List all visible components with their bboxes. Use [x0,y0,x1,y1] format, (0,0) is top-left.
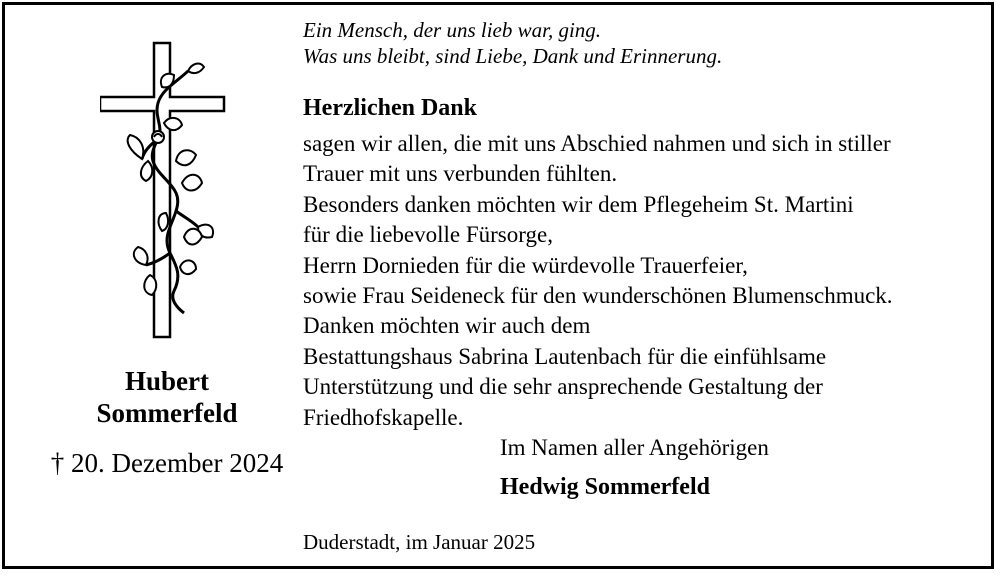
body-line: sowie Frau Seideneck für den wunderschönen Blumenschmuck. [303,283,893,309]
body-line: Bestattungshaus Sabrina Lautenbach für die einfühlsame [303,343,827,369]
notice-text-column [303,17,983,433]
body-line: Unterstützung und die sehr ansprechende Gestaltung der [303,374,823,400]
deceased-last-name: Sommerfeld [96,398,238,428]
heading: Herzlichen Dank [303,95,477,121]
cross-with-vine-icon [100,41,240,351]
death-date: † 20. Dezember 2024 [50,448,284,478]
notice-frame [2,2,994,569]
motto-line-1: Ein Mensch, der uns lieb war, ging. [303,18,602,42]
body-line: Danken möchten wir auch dem [303,313,591,339]
body-line: Trauer mit uns verbunden fühlten. [303,161,618,187]
thank-you-text [303,129,983,433]
place-and-date: Duderstadt, im Januar 2025 [303,530,536,554]
body-line: Herrn Dornieden für die würdevolle Trauerfeier, [303,252,748,278]
body-line: für die liebevolle Fürsorge, [303,222,553,248]
signer-name: Hedwig Sommerfeld [500,474,710,500]
body-line: sagen wir allen, die mit uns Abschied nahmen und sich in stiller [303,131,891,156]
closing-line: Im Namen aller Angehörigen [500,435,769,460]
motto-line-2: Was uns bleibt, sind Liebe, Dank und Erinnerung. [303,44,723,68]
body-line: Friedhofskapelle. [303,404,464,430]
deceased-first-name: Hubert [125,366,209,396]
body-line: Besonders danken möchten wir dem Pflegeheim St. Martini [303,191,854,217]
